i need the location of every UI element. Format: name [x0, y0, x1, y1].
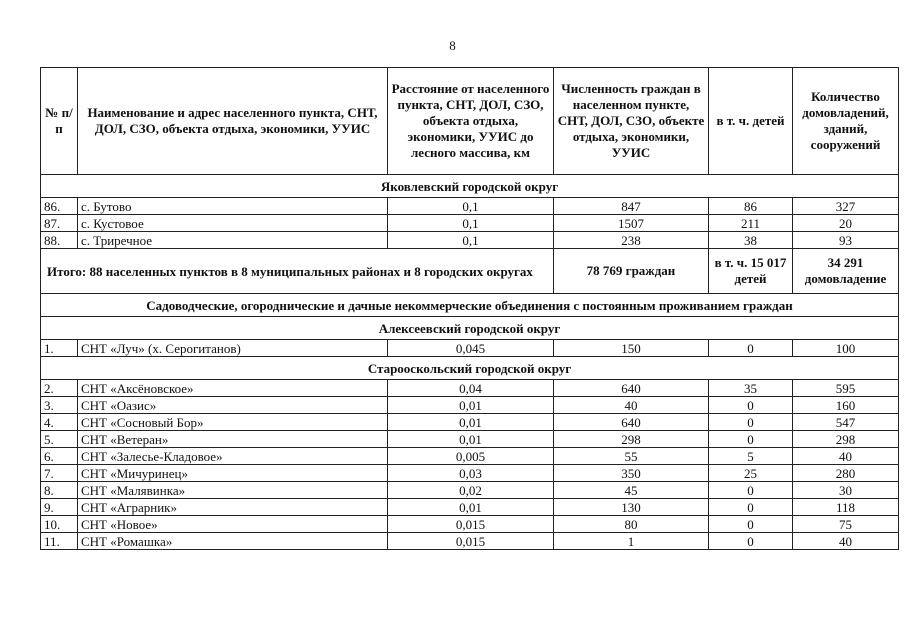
- cell-households: 30: [793, 482, 899, 499]
- cell-households: 280: [793, 465, 899, 482]
- section-title: Яковлевский городской округ: [41, 175, 899, 198]
- cell-distance: 0,1: [388, 198, 554, 215]
- cell-children: 211: [709, 215, 793, 232]
- cell-num: 8.: [41, 482, 78, 499]
- cell-population: 350: [554, 465, 709, 482]
- cell-distance: 0,03: [388, 465, 554, 482]
- cell-distance: 0,01: [388, 431, 554, 448]
- cell-num: 2.: [41, 380, 78, 397]
- cell-households: 118: [793, 499, 899, 516]
- cell-distance: 0,01: [388, 397, 554, 414]
- header-households: Количество домовладений, зданий, сооружений: [793, 68, 899, 175]
- cell-children: 86: [709, 198, 793, 215]
- cell-population: 238: [554, 232, 709, 249]
- cell-children: 0: [709, 482, 793, 499]
- cell-distance: 0,015: [388, 516, 554, 533]
- cell-distance: 0,1: [388, 215, 554, 232]
- table-row: [41, 380, 899, 397]
- header-distance: Расстояние от населенного пункта, СНТ, ДОЛ, СЗО, объекта отдыха, экономики, УУИС до лесного массива, км: [388, 68, 554, 175]
- header-name: Наименование и адрес населенного пункта, СНТ, ДОЛ, СЗО, объекта отдыха, экономики, УУИС: [78, 68, 388, 175]
- cell-name: СНТ «Залесье-Кладовое»: [78, 448, 388, 465]
- table-row: [41, 482, 899, 499]
- table-row: [41, 516, 899, 533]
- table-row: [41, 340, 899, 357]
- cell-children: 0: [709, 340, 793, 357]
- table-row: [41, 448, 899, 465]
- header-num: № п/п: [41, 68, 78, 175]
- cell-name: с. Кустовое: [78, 215, 388, 232]
- cell-population: 40: [554, 397, 709, 414]
- cell-children: 38: [709, 232, 793, 249]
- header-row: [41, 68, 899, 175]
- cell-distance: 0,005: [388, 448, 554, 465]
- cell-population: 55: [554, 448, 709, 465]
- cell-population: 150: [554, 340, 709, 357]
- cell-num: 5.: [41, 431, 78, 448]
- table-row: [41, 465, 899, 482]
- section-title: Старооскольский городской округ: [41, 357, 899, 380]
- cell-households: 75: [793, 516, 899, 533]
- section-title: Алексеевский городской округ: [41, 317, 899, 340]
- cell-children: 0: [709, 516, 793, 533]
- cell-distance: 0,02: [388, 482, 554, 499]
- table-row: [41, 232, 899, 249]
- cell-population: 45: [554, 482, 709, 499]
- cell-population: 130: [554, 499, 709, 516]
- cell-name: СНТ «Луч» (х. Серогитанов): [78, 340, 388, 357]
- cell-households: 93: [793, 232, 899, 249]
- cell-households: 298: [793, 431, 899, 448]
- table-row: [41, 414, 899, 431]
- total-population: 78 769 граждан: [554, 249, 709, 294]
- cell-num: 11.: [41, 533, 78, 550]
- cell-num: 88.: [41, 232, 78, 249]
- total-children: в т. ч. 15 017 детей: [709, 249, 793, 294]
- cell-households: 40: [793, 448, 899, 465]
- cell-distance: 0,1: [388, 232, 554, 249]
- cell-children: 0: [709, 499, 793, 516]
- cell-population: 80: [554, 516, 709, 533]
- cell-households: 20: [793, 215, 899, 232]
- table-row: [41, 198, 899, 215]
- section-yakovlevsky: [41, 175, 899, 198]
- cell-population: 640: [554, 414, 709, 431]
- cell-children: 0: [709, 533, 793, 550]
- cell-num: 9.: [41, 499, 78, 516]
- section-title: Садоводческие, огороднические и дачные некоммерческие объединения с постоянным проживанием граждан: [41, 294, 899, 317]
- cell-num: 4.: [41, 414, 78, 431]
- cell-population: 1: [554, 533, 709, 550]
- cell-children: 0: [709, 431, 793, 448]
- table-row: [41, 431, 899, 448]
- cell-children: 0: [709, 414, 793, 431]
- cell-population: 1507: [554, 215, 709, 232]
- header-population: Численность граждан в населенном пункте, СНТ, ДОЛ, СЗО, объекте отдыха, экономики, УУИС: [554, 68, 709, 175]
- cell-households: 40: [793, 533, 899, 550]
- cell-households: 327: [793, 198, 899, 215]
- cell-children: 0: [709, 397, 793, 414]
- settlements-table: [40, 67, 899, 550]
- section-snt: [41, 294, 899, 317]
- cell-num: 1.: [41, 340, 78, 357]
- cell-children: 25: [709, 465, 793, 482]
- cell-children: 35: [709, 380, 793, 397]
- cell-name: СНТ «Малявинка»: [78, 482, 388, 499]
- cell-num: 3.: [41, 397, 78, 414]
- cell-households: 160: [793, 397, 899, 414]
- cell-name: СНТ «Ромашка»: [78, 533, 388, 550]
- cell-name: СНТ «Новое»: [78, 516, 388, 533]
- header-children: в т. ч. детей: [709, 68, 793, 175]
- cell-distance: 0,01: [388, 499, 554, 516]
- cell-population: 847: [554, 198, 709, 215]
- cell-households: 100: [793, 340, 899, 357]
- total-households: 34 291 домовладение: [793, 249, 899, 294]
- table-row: [41, 499, 899, 516]
- total-row: [41, 249, 899, 294]
- section-starooskolsky: [41, 357, 899, 380]
- cell-name: СНТ «Аксёновское»: [78, 380, 388, 397]
- cell-name: с. Триречное: [78, 232, 388, 249]
- cell-name: СНТ «Оазис»: [78, 397, 388, 414]
- cell-num: 87.: [41, 215, 78, 232]
- table-row: [41, 215, 899, 232]
- cell-num: 6.: [41, 448, 78, 465]
- table-row: [41, 397, 899, 414]
- cell-num: 7.: [41, 465, 78, 482]
- cell-name: с. Бутово: [78, 198, 388, 215]
- cell-num: 10.: [41, 516, 78, 533]
- cell-name: СНТ «Сосновый Бор»: [78, 414, 388, 431]
- cell-households: 547: [793, 414, 899, 431]
- section-alekseevsky: [41, 317, 899, 340]
- cell-households: 595: [793, 380, 899, 397]
- table-row: [41, 533, 899, 550]
- cell-population: 640: [554, 380, 709, 397]
- cell-distance: 0,01: [388, 414, 554, 431]
- page-number: 8: [449, 38, 456, 53]
- cell-distance: 0,045: [388, 340, 554, 357]
- cell-population: 298: [554, 431, 709, 448]
- cell-name: СНТ «Ветеран»: [78, 431, 388, 448]
- cell-num: 86.: [41, 198, 78, 215]
- cell-distance: 0,04: [388, 380, 554, 397]
- cell-children: 5: [709, 448, 793, 465]
- cell-name: СНТ «Мичуринец»: [78, 465, 388, 482]
- cell-name: СНТ «Аграрник»: [78, 499, 388, 516]
- cell-distance: 0,015: [388, 533, 554, 550]
- total-label: Итого: 88 населенных пунктов в 8 муниципальных районах и 8 городских округах: [41, 249, 554, 294]
